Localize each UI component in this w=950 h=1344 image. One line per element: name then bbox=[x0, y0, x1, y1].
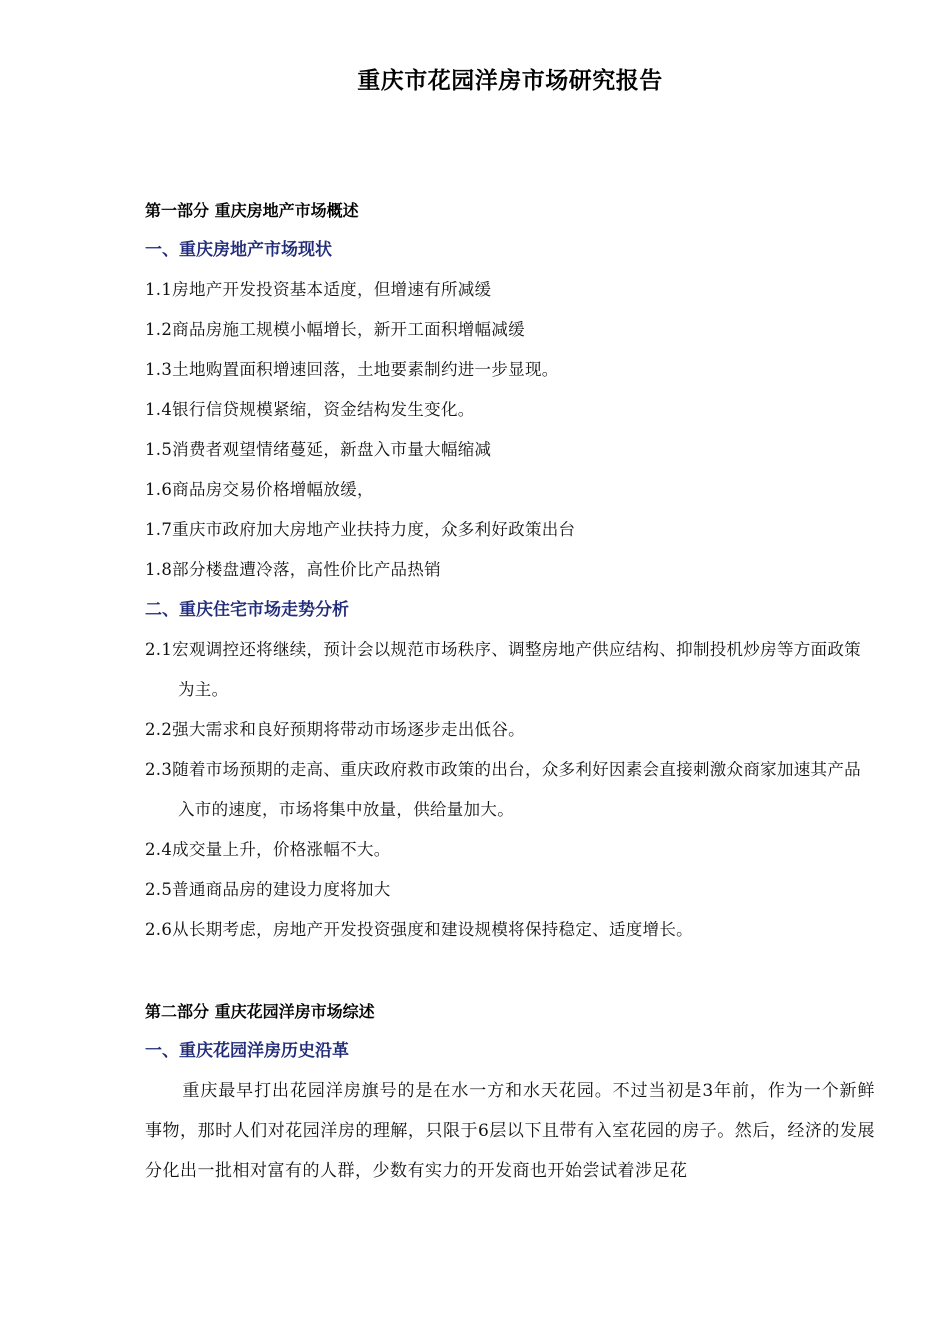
list-item: 1.8部分楼盘遭冷落，高性价比产品热销 bbox=[145, 560, 441, 579]
part1-heading: 第一部分 重庆房地产市场概述 bbox=[145, 201, 359, 220]
list-item: 2.6从长期考虑，房地产开发投资强度和建设规模将保持稳定、适度增长。 bbox=[145, 920, 693, 939]
section-spacer bbox=[145, 950, 875, 993]
list-item: 1.2商品房施工规模小幅增长，新开工面积增幅减缓 bbox=[145, 320, 525, 339]
list-item: 2.4成交量上升，价格涨幅不大。 bbox=[145, 840, 391, 859]
list-item: 2.1宏观调控还将继续，预计会以规范市场秩序、调整房地产供应结构、抑制投机炒房等方面政策为主。 bbox=[145, 640, 861, 699]
list-item: 1.6商品房交易价格增幅放缓， bbox=[145, 480, 374, 499]
document-title: 重庆市花园洋房市场研究报告 bbox=[357, 68, 663, 94]
part2-heading: 第二部分 重庆花园洋房市场综述 bbox=[145, 1002, 375, 1021]
list-item: 2.3随着市场预期的走高、重庆政府救市政策的出台，众多利好因素会直接刺激众商家加速其产品入市的速度，市场将集中放量，供给量加大。 bbox=[145, 760, 861, 819]
list-item: 1.7重庆市政府加大房地产业扶持力度，众多利好政策出台 bbox=[145, 520, 576, 539]
history-paragraph: 重庆最早打出花园洋房旗号的是在水一方和水天花园。不过当初是3年前，作为一个新鲜事物，那时人们对花园洋房的理解，只限于6层以下且带有入室花园的房子。然后，经济的发展分化出一批相对富有的人群，少数有实力的开发商也开始尝试着涉足花 bbox=[145, 1081, 875, 1181]
list-item: 1.1房地产开发投资基本适度，但增速有所减缓 bbox=[145, 280, 492, 299]
list-item: 1.4银行信贷规模紧缩，资金结构发生变化。 bbox=[145, 400, 475, 419]
list-item: 1.5消费者观望情绪蔓延，新盘入市量大幅缩减 bbox=[145, 440, 492, 459]
section-history-heading: 一、重庆花园洋房历史沿革 bbox=[145, 1041, 349, 1061]
section-market-status-heading: 一、重庆房地产市场现状 bbox=[145, 240, 332, 260]
section-market-trend-heading: 二、重庆住宅市场走势分析 bbox=[145, 600, 349, 620]
list-item: 1.3土地购置面积增速回落，土地要素制约进一步显现。 bbox=[145, 360, 559, 379]
list-item: 2.2强大需求和良好预期将带动市场逐步走出低谷。 bbox=[145, 720, 525, 739]
list-item: 2.5普通商品房的建设力度将加大 bbox=[145, 880, 391, 899]
document-body bbox=[145, 192, 875, 1191]
